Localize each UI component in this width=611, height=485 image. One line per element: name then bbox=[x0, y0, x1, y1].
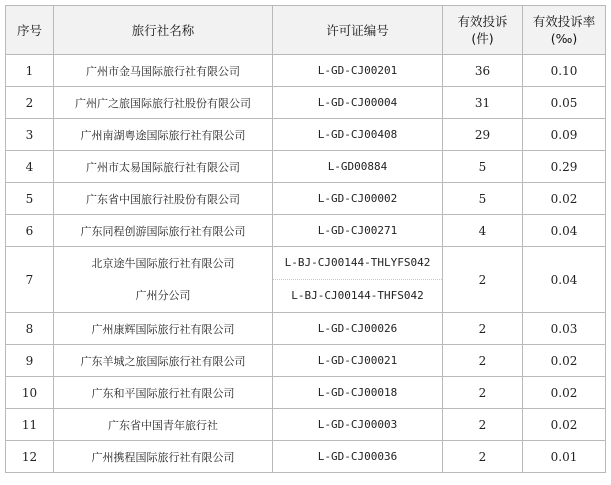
row-license bbox=[273, 247, 443, 313]
row-complaints: 29 bbox=[443, 119, 523, 151]
row-index: 9 bbox=[6, 345, 54, 377]
row-complaints: 2 bbox=[443, 377, 523, 409]
header-complaints bbox=[443, 6, 523, 55]
row-rate: 0.10 bbox=[523, 55, 606, 87]
row-rate: 0.05 bbox=[523, 87, 606, 119]
row-index: 6 bbox=[6, 215, 54, 247]
row-license: L-GD-CJ00018 bbox=[273, 377, 443, 409]
row-agency: 广东省中国旅行社股份有限公司 bbox=[54, 183, 273, 215]
header-index: 序号 bbox=[6, 6, 54, 55]
row-license: L-GD-CJ00271 bbox=[273, 215, 443, 247]
row-license: L-GD-CJ00004 bbox=[273, 87, 443, 119]
header-complaints-label: 有效投诉 bbox=[457, 14, 508, 29]
row-agency: 广东羊城之旅国际旅行社有限公司 bbox=[54, 345, 273, 377]
row-license: L-GD-CJ00036 bbox=[273, 441, 443, 473]
table-row bbox=[6, 183, 606, 215]
row-license: L-GD00884 bbox=[273, 151, 443, 183]
table-row bbox=[6, 215, 606, 247]
row-complaints: 5 bbox=[443, 183, 523, 215]
row-license: L-GD-CJ00003 bbox=[273, 409, 443, 441]
header-rate bbox=[523, 6, 606, 55]
row-agency: 广州南湖粤途国际旅行社有限公司 bbox=[54, 119, 273, 151]
row-rate: 0.02 bbox=[523, 183, 606, 215]
row-index: 4 bbox=[6, 151, 54, 183]
row-license: L-GD-CJ00026 bbox=[273, 313, 443, 345]
table-row bbox=[6, 119, 606, 151]
complaint-table bbox=[5, 5, 606, 473]
row-complaints: 2 bbox=[443, 313, 523, 345]
row-rate: 0.02 bbox=[523, 377, 606, 409]
row-index: 2 bbox=[6, 87, 54, 119]
row-agency-line-2: 广州分公司 bbox=[135, 288, 191, 302]
row-complaints: 5 bbox=[443, 151, 523, 183]
table-row bbox=[6, 55, 606, 87]
header-rate-label: 有效投诉率 bbox=[532, 14, 596, 29]
row-complaints: 2 bbox=[443, 247, 523, 313]
table-row bbox=[6, 409, 606, 441]
row-index: 12 bbox=[6, 441, 54, 473]
row-agency: 广州市金马国际旅行社有限公司 bbox=[54, 55, 273, 87]
table-row bbox=[6, 377, 606, 409]
row-agency: 广州广之旅国际旅行社股份有限公司 bbox=[54, 87, 273, 119]
table-row bbox=[6, 87, 606, 119]
row-rate: 0.29 bbox=[523, 151, 606, 183]
header-complaints-unit: (件) bbox=[471, 31, 494, 46]
row-agency-line-1: 北京途牛国际旅行社有限公司 bbox=[91, 256, 235, 270]
row-license-line-2: L-BJ-CJ00144-THFS042 bbox=[291, 289, 424, 302]
row-index: 7 bbox=[6, 247, 54, 313]
row-complaints: 2 bbox=[443, 441, 523, 473]
row-index: 1 bbox=[6, 55, 54, 87]
row-agency: 广州携程国际旅行社有限公司 bbox=[54, 441, 273, 473]
row-index: 5 bbox=[6, 183, 54, 215]
row-complaints: 2 bbox=[443, 409, 523, 441]
row-agency bbox=[54, 247, 273, 313]
table-row bbox=[6, 345, 606, 377]
row-rate: 0.04 bbox=[523, 215, 606, 247]
row-agency: 广州市太易国际旅行社有限公司 bbox=[54, 151, 273, 183]
table-row bbox=[6, 313, 606, 345]
row-index: 3 bbox=[6, 119, 54, 151]
table-row bbox=[6, 247, 606, 313]
table-row bbox=[6, 151, 606, 183]
row-index: 10 bbox=[6, 377, 54, 409]
row-agency: 广州康辉国际旅行社有限公司 bbox=[54, 313, 273, 345]
row-rate: 0.01 bbox=[523, 441, 606, 473]
row-rate: 0.09 bbox=[523, 119, 606, 151]
header-rate-unit: (‰) bbox=[550, 31, 578, 46]
row-complaints: 2 bbox=[443, 345, 523, 377]
row-index: 11 bbox=[6, 409, 54, 441]
row-license: L-GD-CJ00408 bbox=[273, 119, 443, 151]
row-complaints: 31 bbox=[443, 87, 523, 119]
row-rate: 0.02 bbox=[523, 409, 606, 441]
header-agency: 旅行社名称 bbox=[54, 6, 273, 55]
row-rate: 0.02 bbox=[523, 345, 606, 377]
row-license-line-1: L-BJ-CJ00144-THLYFS042 bbox=[273, 247, 442, 280]
row-complaints: 4 bbox=[443, 215, 523, 247]
row-index: 8 bbox=[6, 313, 54, 345]
row-license: L-GD-CJ00002 bbox=[273, 183, 443, 215]
row-rate: 0.03 bbox=[523, 313, 606, 345]
row-rate: 0.04 bbox=[523, 247, 606, 313]
header-row bbox=[6, 6, 606, 55]
row-license: L-GD-CJ00021 bbox=[273, 345, 443, 377]
row-agency: 广东省中国青年旅行社 bbox=[54, 409, 273, 441]
row-agency: 广东同程创游国际旅行社有限公司 bbox=[54, 215, 273, 247]
row-agency: 广东和平国际旅行社有限公司 bbox=[54, 377, 273, 409]
header-license: 许可证编号 bbox=[273, 6, 443, 55]
table-row bbox=[6, 441, 606, 473]
row-complaints: 36 bbox=[443, 55, 523, 87]
complaint-table-container bbox=[5, 5, 605, 473]
row-license: L-GD-CJ00201 bbox=[273, 55, 443, 87]
